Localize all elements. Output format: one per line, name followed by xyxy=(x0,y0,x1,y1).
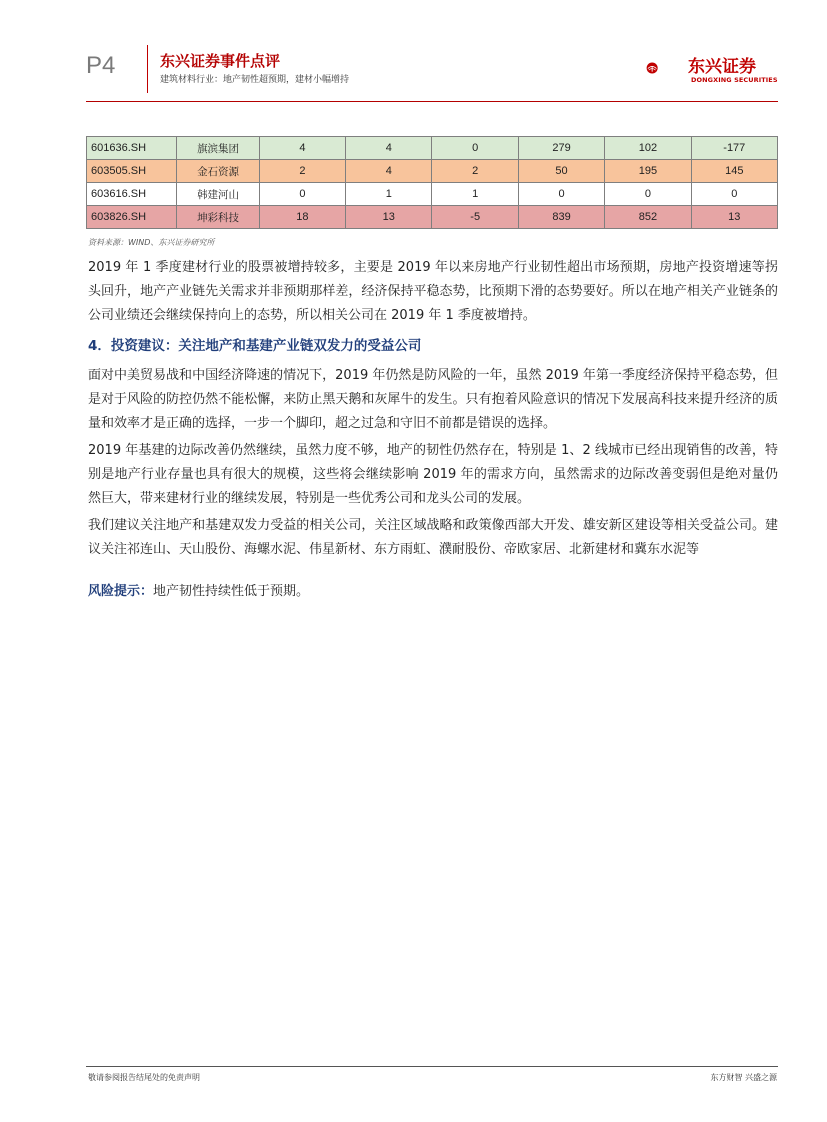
stock-name: 旗滨集团 xyxy=(177,137,259,160)
cell-value: 852 xyxy=(605,206,691,229)
paragraph-2: 面对中美贸易战和中国经济降速的情况下，2019 年仍然是防风险的一年，虽然 2019 年第一季度经济保持平稳态势，但是对于风险的防控仍然不能松懈，来防止黑天鹅和灰犀牛的发生。只有抱着风险意识的情况下发展高科技来提升经济的质量和效率才是正确的选择，一步一个脚印，超之过急和守旧不前都是错误的选择。 xyxy=(88,368,778,431)
cell-value: 18 xyxy=(259,206,345,229)
cell-value: 0 xyxy=(259,183,345,206)
cell-value: 0 xyxy=(518,183,604,206)
table-row xyxy=(87,160,778,183)
stock-name: 韩建河山 xyxy=(177,183,259,206)
risk-label: 风险提示： xyxy=(88,584,154,599)
stock-name: 坤彩科技 xyxy=(177,206,259,229)
paragraph-3: 2019 年基建的边际改善仍然继续，虽然力度不够，地产的韧性仍然存在，特别是 1、2 线城市已经出现销售的改善，特别是地产行业存量也具有很大的规模，这些将会继续影响 2019 年的需求方向，虽然需求的边际改善变弱但是绝对量仍然巨大，带来建材行业的继续发展，特别是一些优秀公司和龙头公司的发展。 xyxy=(88,443,778,506)
table-row xyxy=(87,206,778,229)
header-divider xyxy=(147,45,148,93)
cell-value: 13 xyxy=(691,206,777,229)
footer-disclaimer: 敬请参阅报告结尾处的免责声明 xyxy=(88,1073,200,1082)
risk-text: 地产韧性持续性低于预期。 xyxy=(153,584,310,599)
logo-english-text: DONGXING SECURITIES xyxy=(691,76,778,84)
cell-value: 4 xyxy=(259,137,345,160)
stock-code: 601636.SH xyxy=(87,137,177,160)
page-number: P4 xyxy=(86,52,116,79)
cell-value: 13 xyxy=(346,206,432,229)
cell-value: 2 xyxy=(259,160,345,183)
risk-note xyxy=(88,580,309,604)
cell-value: 4 xyxy=(346,137,432,160)
cell-value: 1 xyxy=(346,183,432,206)
table-row xyxy=(87,183,778,206)
stock-name: 金石资源 xyxy=(177,160,259,183)
cell-value: 145 xyxy=(691,160,777,183)
cell-value: 4 xyxy=(346,160,432,183)
cell-value: 0 xyxy=(432,137,518,160)
cell-value: 0 xyxy=(691,183,777,206)
table-source: 资料来源：WIND、东兴证券研究所 xyxy=(88,238,215,247)
cell-value: -5 xyxy=(432,206,518,229)
cell-value: 195 xyxy=(605,160,691,183)
cell-value: 0 xyxy=(605,183,691,206)
cell-value: 2 xyxy=(432,160,518,183)
report-subtitle: 建筑材料行业：地产韧性超预期，建材小幅增持 xyxy=(160,75,350,85)
holdings-table xyxy=(86,136,778,229)
cell-value: 279 xyxy=(518,137,604,160)
paragraph-4: 我们建议关注地产和基建双发力受益的相关公司，关注区域战略和政策像西部大开发、雄安新区建设等相关受益公司。建议关注祁连山、天山股份、海螺水泥、伟星新材、东方雨虹、濮耐股份、帝欧家居、北新建材和冀东水泥等 xyxy=(88,518,778,557)
header-rule xyxy=(86,101,778,102)
report-title: 东兴证券事件点评 xyxy=(160,52,281,70)
cell-value: 839 xyxy=(518,206,604,229)
logo-text: 东兴证券 xyxy=(688,57,756,77)
paragraph-1: 2019 年 1 季度建材行业的股票被增持较多，主要是 2019 年以来房地产行业韧性超出市场预期，房地产投资增速等拐头回升，地产产业链先关需求并非预期那样差，经济保持平稳态势，比预期下滑的态势要好。所以在地产相关产业链条的公司业绩还会继续保持向上的态势，所以相关公司在 2019 年 1 季度被增持。 xyxy=(88,260,778,323)
cell-value: -177 xyxy=(691,137,777,160)
table-row xyxy=(87,137,778,160)
cell-value: 102 xyxy=(605,137,691,160)
cell-value: 1 xyxy=(432,183,518,206)
section-heading: 4．投资建议：关注地产和基建产业链双发力的受益公司 xyxy=(88,338,422,354)
stock-code: 603505.SH xyxy=(87,160,177,183)
dongxing-logo-icon xyxy=(646,48,686,88)
stock-code: 603616.SH xyxy=(87,183,177,206)
cell-value: 50 xyxy=(518,160,604,183)
stock-code: 603826.SH xyxy=(87,206,177,229)
footer-rule xyxy=(86,1066,778,1067)
footer-slogan: 东方财智 兴盛之源 xyxy=(710,1073,777,1082)
